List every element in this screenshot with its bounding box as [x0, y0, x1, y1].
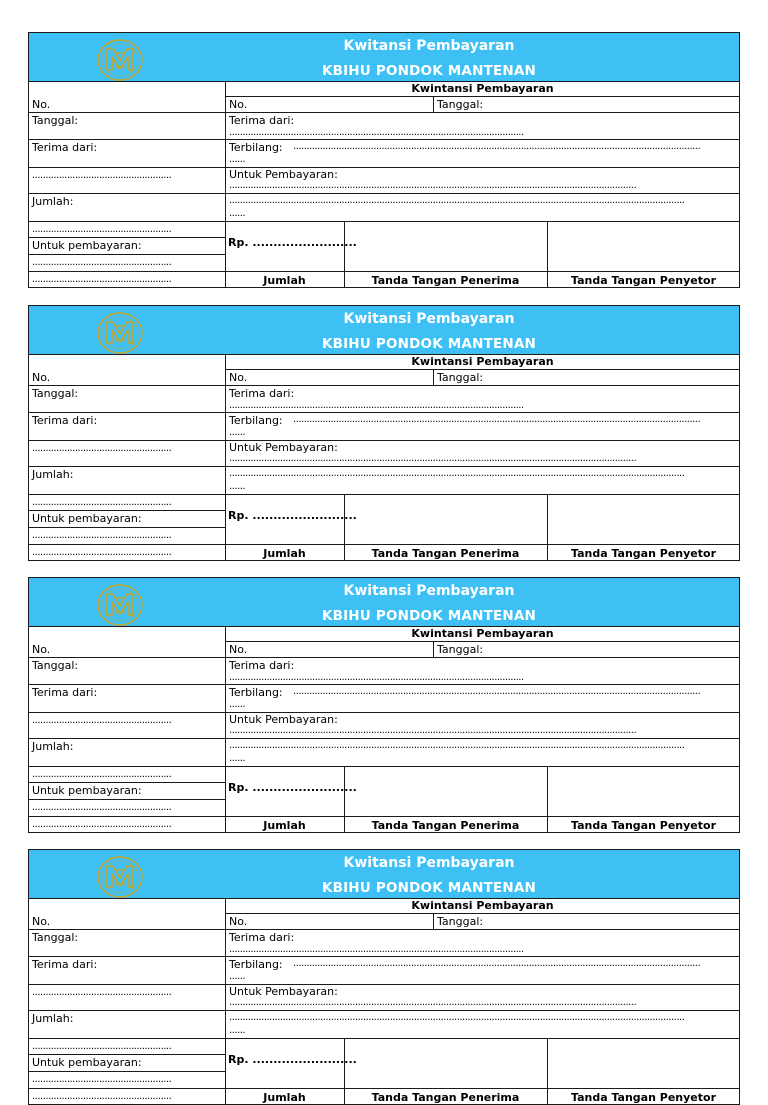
rp-amount: Rp. .........................: [228, 781, 357, 794]
rp-amount: Rp. .........................: [228, 1053, 357, 1066]
right-dotted-line: ........................................................................................................................................................: [229, 997, 637, 1008]
receipt-header: [28, 577, 740, 627]
right-no-label: No.: [229, 643, 248, 656]
receipt-title: Kwitansi Pembayaran: [343, 311, 515, 327]
right-dotted-line: ........................................................................................................................................................: [229, 180, 637, 191]
receipt-body: [28, 354, 740, 561]
right-dotted-line: ..............................................................................................................: [229, 944, 524, 955]
left-tanggal-label: Tanggal:: [32, 114, 79, 127]
receipt-title: Kwitansi Pembayaran: [343, 583, 515, 599]
receipt-title: Kwitansi Pembayaran: [343, 38, 515, 54]
jumlah-label: Jumlah: [263, 274, 306, 287]
right-terima-dari-label: Terima dari:: [229, 114, 295, 127]
signature-payer-label: Tanda Tangan Penyetor: [571, 819, 716, 832]
signature-receiver-label: Tanda Tangan Penerima: [371, 547, 520, 560]
rp-amount: Rp. .........................: [228, 236, 357, 249]
left-jumlah-label: Jumlah:: [32, 468, 74, 481]
left-dotted-line: ....................................................: [32, 224, 172, 235]
right-tanggal-label: Tanggal:: [437, 643, 484, 656]
right-dotted-line: ......: [229, 1025, 246, 1036]
receipt-body: [28, 626, 740, 833]
right-title: Kwintansi Pembayaran: [411, 627, 554, 640]
right-untuk-label: Untuk Pembayaran:: [229, 441, 338, 454]
left-dotted-line: ....................................................: [32, 987, 172, 998]
right-dotted-line: ......: [229, 154, 246, 165]
left-untuk-label: Untuk pembayaran:: [32, 1056, 142, 1069]
right-dotted-line: ......: [229, 427, 246, 438]
left-tanggal-label: Tanggal:: [32, 387, 79, 400]
left-terima-dari-label: Terima dari:: [32, 141, 98, 154]
right-title: Kwintansi Pembayaran: [411, 899, 554, 912]
right-title: Kwintansi Pembayaran: [411, 355, 554, 368]
right-terbilang-label: Terbilang:: [229, 414, 283, 427]
right-untuk-label: Untuk Pembayaran:: [229, 713, 338, 726]
left-tanggal-label: Tanggal:: [32, 659, 79, 672]
right-dotted-line: ......: [229, 208, 246, 219]
right-dotted-line: ........................................................................................................................................................: [293, 686, 701, 697]
organization-name: KBIHU PONDOK MANTENAN: [321, 63, 537, 79]
right-dotted-line: ..............................................................................................................: [229, 400, 524, 411]
receipt-title: Kwitansi Pembayaran: [343, 855, 515, 871]
organization-name: KBIHU PONDOK MANTENAN: [321, 880, 537, 896]
left-dotted-line: ....................................................: [32, 1091, 172, 1102]
left-dotted-line: ....................................................: [32, 1074, 172, 1085]
right-dotted-line: ..........................................................................................................................................................................: [229, 740, 685, 751]
right-dotted-line: ........................................................................................................................................................: [293, 414, 701, 425]
rp-amount: Rp. .........................: [228, 509, 357, 522]
right-tanggal-label: Tanggal:: [437, 98, 484, 111]
left-tanggal-label: Tanggal:: [32, 931, 79, 944]
logo-icon: [95, 37, 145, 83]
right-terima-dari-label: Terima dari:: [229, 387, 295, 400]
left-dotted-line: ....................................................: [32, 274, 172, 285]
left-dotted-line: ....................................................: [32, 802, 172, 813]
logo-icon: [95, 310, 145, 356]
signature-receiver-label: Tanda Tangan Penerima: [371, 1091, 520, 1104]
left-dotted-line: ....................................................: [32, 257, 172, 268]
right-terima-dari-label: Terima dari:: [229, 659, 295, 672]
right-title: Kwintansi Pembayaran: [411, 82, 554, 95]
right-dotted-line: ..........................................................................................................................................................................: [229, 1012, 685, 1023]
left-untuk-label: Untuk pembayaran:: [32, 239, 142, 252]
right-terima-dari-label: Terima dari:: [229, 931, 295, 944]
right-tanggal-label: Tanggal:: [437, 915, 484, 928]
right-dotted-line: ......: [229, 699, 246, 710]
left-untuk-label: Untuk pembayaran:: [32, 784, 142, 797]
left-dotted-line: ....................................................: [32, 819, 172, 830]
right-dotted-line: ..........................................................................................................................................................................: [229, 468, 685, 479]
receipt-header: [28, 305, 740, 355]
right-dotted-line: ..............................................................................................................: [229, 127, 524, 138]
organization-name: KBIHU PONDOK MANTENAN: [321, 336, 537, 352]
receipt-body: [28, 898, 740, 1105]
logo-icon: [95, 854, 145, 900]
left-no-label: No.: [32, 643, 51, 656]
signature-payer-label: Tanda Tangan Penyetor: [571, 274, 716, 287]
right-terbilang-label: Terbilang:: [229, 141, 283, 154]
right-dotted-line: ..............................................................................................................: [229, 672, 524, 683]
signature-receiver-label: Tanda Tangan Penerima: [371, 819, 520, 832]
left-dotted-line: ....................................................: [32, 497, 172, 508]
right-untuk-label: Untuk Pembayaran:: [229, 168, 338, 181]
left-dotted-line: ....................................................: [32, 547, 172, 558]
left-jumlah-label: Jumlah:: [32, 740, 74, 753]
left-terima-dari-label: Terima dari:: [32, 414, 98, 427]
right-terbilang-label: Terbilang:: [229, 958, 283, 971]
signature-receiver-label: Tanda Tangan Penerima: [371, 274, 520, 287]
right-dotted-line: ........................................................................................................................................................: [293, 958, 701, 969]
left-terima-dari-label: Terima dari:: [32, 686, 98, 699]
receipt-body: [28, 81, 740, 288]
organization-name: KBIHU PONDOK MANTENAN: [321, 608, 537, 624]
left-jumlah-label: Jumlah:: [32, 195, 74, 208]
right-untuk-label: Untuk Pembayaran:: [229, 985, 338, 998]
left-untuk-label: Untuk pembayaran:: [32, 512, 142, 525]
left-dotted-line: ....................................................: [32, 170, 172, 181]
left-jumlah-label: Jumlah:: [32, 1012, 74, 1025]
jumlah-label: Jumlah: [263, 1091, 306, 1104]
right-dotted-line: ......: [229, 481, 246, 492]
left-dotted-line: ....................................................: [32, 443, 172, 454]
left-dotted-line: ....................................................: [32, 530, 172, 541]
left-dotted-line: ....................................................: [32, 769, 172, 780]
right-no-label: No.: [229, 98, 248, 111]
left-terima-dari-label: Terima dari:: [32, 958, 98, 971]
right-dotted-line: ........................................................................................................................................................: [293, 141, 701, 152]
right-tanggal-label: Tanggal:: [437, 371, 484, 384]
receipt-header: [28, 32, 740, 82]
right-dotted-line: ........................................................................................................................................................: [229, 453, 637, 464]
jumlah-label: Jumlah: [263, 819, 306, 832]
logo-icon: [95, 582, 145, 628]
right-no-label: No.: [229, 915, 248, 928]
left-dotted-line: ....................................................: [32, 715, 172, 726]
receipt-header: [28, 849, 740, 899]
right-no-label: No.: [229, 371, 248, 384]
left-dotted-line: ....................................................: [32, 1041, 172, 1052]
right-terbilang-label: Terbilang:: [229, 686, 283, 699]
jumlah-label: Jumlah: [263, 547, 306, 560]
left-no-label: No.: [32, 915, 51, 928]
left-no-label: No.: [32, 371, 51, 384]
left-no-label: No.: [32, 98, 51, 111]
right-dotted-line: ......: [229, 753, 246, 764]
right-dotted-line: ..........................................................................................................................................................................: [229, 195, 685, 206]
signature-payer-label: Tanda Tangan Penyetor: [571, 547, 716, 560]
right-dotted-line: ......: [229, 971, 246, 982]
right-dotted-line: ........................................................................................................................................................: [229, 725, 637, 736]
signature-payer-label: Tanda Tangan Penyetor: [571, 1091, 716, 1104]
